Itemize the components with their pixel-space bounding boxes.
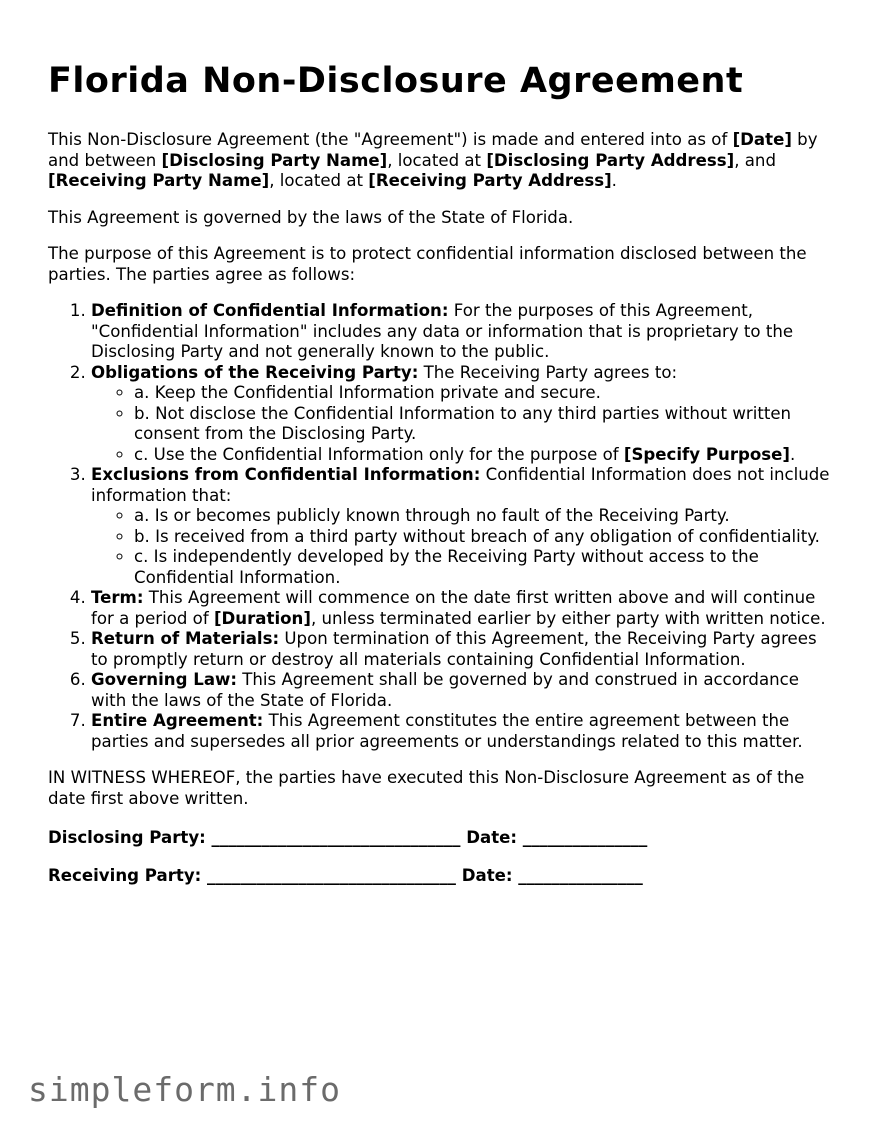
obligations-sublist — [91, 383, 838, 465]
disclosing-address-placeholder: [Disclosing Party Address] — [486, 150, 735, 170]
list-item: ◦ a. Keep the Confidential Information private and secure. — [134, 383, 838, 404]
list-item: ◦ b. Not disclose the Confidential Information to any third parties without written consent from the Disclosing Party. — [134, 404, 838, 445]
document-page — [48, 58, 838, 903]
list-item: ◦ c. Is independently developed by the Receiving Party without access to the Confidential Information. — [134, 547, 838, 588]
receiving-name-placeholder: [Receiving Party Name] — [48, 171, 270, 190]
clause-governing-law: 6. Governing Law: This Agreement shall be governed by and construed in accordance with the laws of the State of Florida. — [91, 670, 838, 711]
disclosing-name-placeholder: [Disclosing Party Name] — [161, 150, 388, 170]
intro-paragraph: This Non-Disclosure Agreement (the "Agreement") is made and entered into as of [Date] by and between [Disclosing Party Name], located at [Disclosing Party Address], and [Receiving Party Name], located at [Receiving Party Address]. — [48, 130, 818, 190]
list-item: ◦ a. Is or becomes publicly known through no fault of the Receiving Party. — [134, 506, 838, 527]
clause-return: 5. Return of Materials: Upon termination of this Agreement, the Receiving Party agrees to promptly return or destroy all materials containing Confidential Information. — [91, 629, 838, 670]
purpose-paragraph: The purpose of this Agreement is to protect confidential information disclosed between the parties. The parties agree as follows: — [48, 244, 807, 284]
exclusions-sublist — [91, 506, 838, 588]
receiving-signature-line[interactable]: Receiving Party: ______________________________ Date: _______________ — [48, 865, 643, 885]
document-title: Florida Non-Disclosure Agreement — [48, 61, 744, 101]
receiving-address-placeholder: [Receiving Party Address] — [368, 171, 612, 190]
clause-obligations: 2. Obligations of the Receiving Party: The Receiving Party agrees to: ◦ a. Keep the Confidential Information private and secure. ◦ b. Not disclose the Confidential Information to any third parties without written consent from the Disclosing Party. ◦ c. Use the Confidential Information only for the purpose of [Specify Purpose]. — [91, 363, 838, 466]
list-item: ◦ c. Use the Confidential Information only for the purpose of [Specify Purpose]. — [134, 445, 838, 466]
duration-placeholder: [Duration] — [213, 608, 311, 628]
purpose-placeholder: [Specify Purpose] — [623, 444, 791, 464]
clause-entire-agreement: 7. Entire Agreement: This Agreement constitutes the entire agreement between the parties and supersedes all prior agreements or understandings related to this matter. — [91, 711, 838, 752]
clause-definition: 1. Definition of Confidential Information: For the purposes of this Agreement, "Confidential Information" includes any data or information that is proprietary to the Disclosing Party and not generally known to the public. — [91, 301, 838, 363]
clause-term: 4. Term: This Agreement will commence on the date first written above and will continue for a period of [Duration], unless terminated earlier by either party with written notice. — [91, 588, 838, 629]
witness-paragraph: IN WITNESS WHEREOF, the parties have executed this Non-Disclosure Agreement as of the date first above written. — [48, 768, 805, 808]
date-placeholder: [Date] — [732, 130, 792, 149]
disclosing-signature-line[interactable]: Disclosing Party: ______________________________ Date: _______________ — [48, 828, 648, 847]
watermark: simpleform.info — [28, 1070, 342, 1109]
clause-exclusions: 3. Exclusions from Confidential Information: Confidential Information does not include information that: ◦ a. Is or becomes publicly known through no fault of the Receiving Party. ◦ b. Is received from a third party without breach of any obligation of confidentiality. ◦ c. Is independently developed by the Receiving Party without access to the Confidential Information. — [91, 465, 838, 588]
governed-paragraph: This Agreement is governed by the laws of the State of Florida. — [48, 207, 574, 227]
clause-list — [48, 301, 838, 752]
list-item: ◦ b. Is received from a third party without breach of any obligation of confidentiality. — [134, 527, 838, 548]
